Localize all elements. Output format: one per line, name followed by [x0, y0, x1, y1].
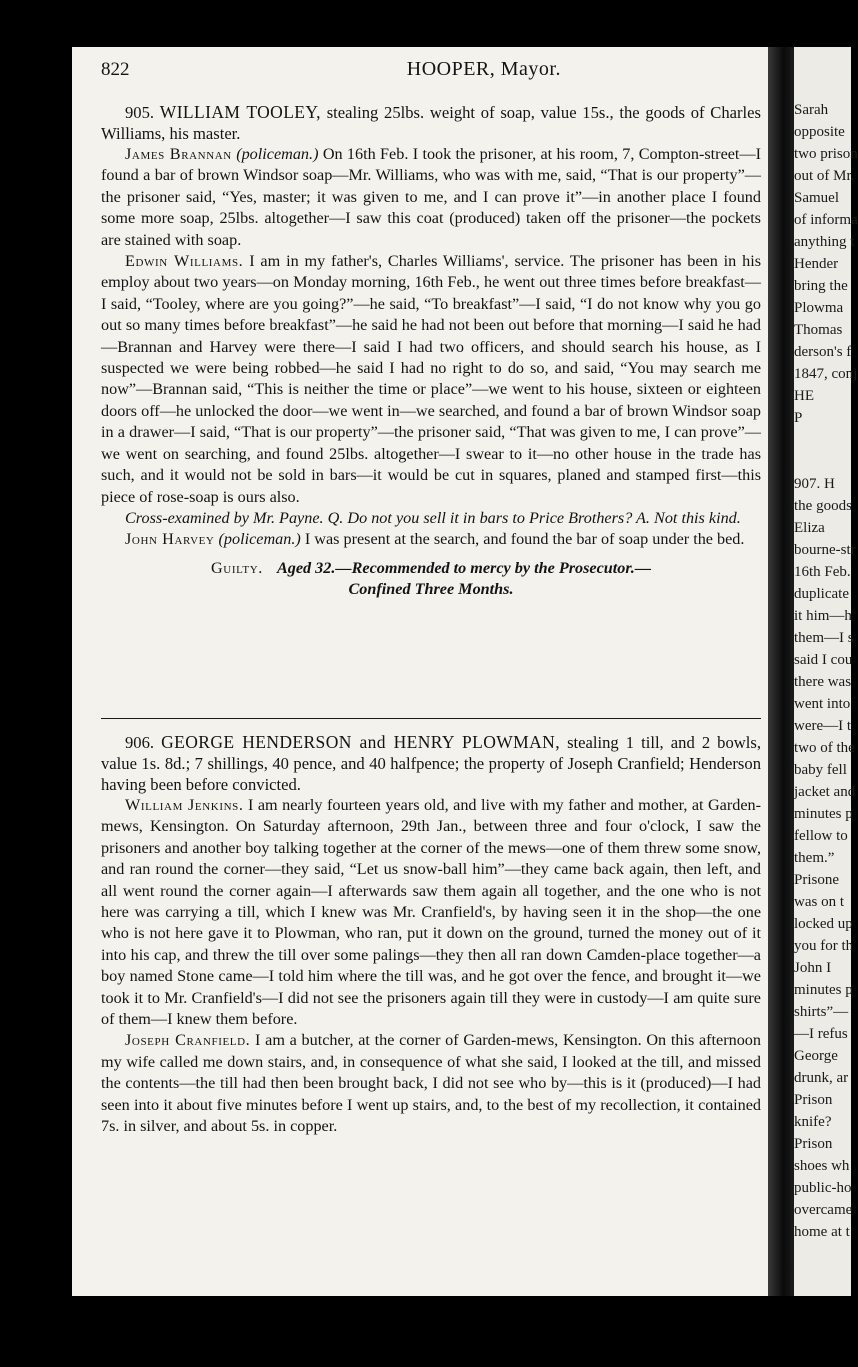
facing-page-text: shirts”—: [794, 1004, 849, 1020]
facing-page-text: shoes wh: [794, 1158, 850, 1174]
page-header: [101, 56, 761, 97]
facing-page-text: HE: [794, 388, 814, 404]
scan-border-bottom: [0, 1296, 851, 1367]
facing-page-text: Prisone: [794, 872, 839, 888]
facing-page-text: fellow to: [794, 828, 848, 844]
facing-page-text: opposite: [794, 124, 845, 140]
facing-page-text: Eliza: [794, 520, 825, 536]
verdict-text: Aged 32.—Recommended to mercy by the Prosecutor.—: [276, 558, 652, 577]
facing-page-text: 1847, conj: [794, 366, 858, 382]
case-title: [101, 732, 761, 795]
facing-page-text: public-ho: [794, 1180, 852, 1196]
case-number: 905.: [125, 103, 155, 122]
case-number: 906.: [125, 733, 155, 752]
facing-page-text: duplicate: [794, 586, 849, 602]
charge-text: stealing 1 till, and 2 bowls, value 1s. 8d.; 7 shillings, 40 pence, and 40 halfpence; the property of Joseph Cranfield; Henderson having been before convicted.: [101, 733, 761, 794]
facing-page-text: —I refus: [794, 1026, 848, 1042]
facing-page-text: anything t: [794, 234, 855, 250]
testimony-text: On 16th Feb. I took the prisoner, at his room, 7, Compton-street—I found a bar of brown Windsor soap—Mr. Williams, who was with me, said, “That is our property”—the prisoner said, “Yes, master; it was given to me, and I can prove it”—in another place I found some more soap, 25lbs. altogether—I saw this coat (produced) taken off the prisoner—the pockets are stained with soap.: [101, 145, 762, 249]
running-title: HOOPER, Mayor.: [406, 58, 561, 80]
verdict-label: Guilty.: [210, 558, 263, 577]
case-divider: [101, 718, 761, 719]
facing-page-text: derson's f: [794, 344, 852, 360]
scan-border-top: [0, 0, 851, 47]
facing-page-text: went into: [794, 696, 851, 712]
testimony-paragraph: [101, 144, 761, 251]
facing-page-text: bring the: [794, 278, 848, 294]
facing-page-text: 907. H: [794, 476, 835, 492]
testimony-paragraph: [101, 529, 761, 550]
witness-name: John Harvey: [125, 530, 215, 549]
witness-role: (policeman.): [236, 145, 319, 163]
case-title: [101, 102, 761, 144]
facing-page-text: 16th Feb.: [794, 564, 851, 580]
page-number: 822: [101, 59, 130, 80]
case-905: [101, 102, 761, 601]
testimony-text: I am nearly fourteen years old, and live with my father and mother, at Garden-mews, Kensington. On Saturday afternoon, 29th Jan., between three and four o'clock, I saw the prisoners and another boy talking together at the corner of the mews—one of them threw some snow, and ran round the corner—they said, “Let us snow-ball him”—they came back again, then left, and all went round the corner again—I afterwards saw them again all together, and the one who is not here was carrying a till, which I knew was Mr. Cranfield's, by having seen it in the shop—the one who is not here gave it to Plowman, who ran, put it down on the ground, turned the money out of it into his cap, and threw the till over some palings—they then all ran down Camden-place together—a boy named Stone came—I told him where the till was, and he got over the fence, and brought it—we took it to Mr. Cranfield's—I did not see the prisoners again till they were in custody—I am quite sure of them—I knew them before.: [101, 796, 762, 1029]
facing-page-text: the goods: [794, 498, 852, 514]
defendant-name: GEORGE HENDERSON and HENRY PLOWMAN,: [161, 732, 560, 752]
verdict: [101, 558, 761, 601]
facing-page-text: minutes p: [794, 806, 853, 822]
testimony-paragraph: [101, 251, 761, 508]
facing-page-text: were—I t: [794, 718, 852, 734]
facing-page-text: there was: [794, 674, 852, 690]
facing-page-text: locked up: [794, 916, 853, 932]
sentence-text: Confined Three Months.: [348, 580, 514, 599]
facing-page-text: John I: [794, 960, 832, 976]
testimony-text: I am a butcher, at the corner of Garden-mews, Kensington. On this afternoon my wife called me down stairs, and, in consequence of what she said, I looked at the till, and missed the contents—the till had then been brought back, I did not see who by—this is it (produced)—I had seen into it about five minutes before I went up stairs, and, to the best of my recollection, it contained 7s. in silver, and about 5s. in copper.: [101, 1031, 761, 1136]
facing-page-text: of informa: [794, 212, 858, 228]
facing-page-text: Prison: [794, 1092, 833, 1108]
facing-page-text: knife?: [794, 1114, 832, 1130]
testimony-text: I am in my father's, Charles Williams', service. The prisoner has been in his employ about two years—on Monday morning, 16th Feb., he went out three times before breakfast—I said, “Tooley, where are you going?”—he said, “To breakfast”—I said, “I do not know why you go out so many times before breakfast”—he said he had not been out before that morning—I said he had—Brannan and Harvey were there—I said I had two officers, and should search his house, as I suspected we were being robbed—he said I had no right to do so, and said, “You may search me now”—Brannan said, “This is neither the time or place”—we went to his house, sixteen or eighteen doors off—he unlocked the door—we went in—we searched, and found a bar of brown Windsor soap in a drawer—I said, “That is our property”—the prisoner said, “That was given to me, I can prove”—we went on searching, and found 25lbs. altogether—I swear to it—no other house in the trade has such, and it would not be sold in bars—it would be cut in squares, planed and stamped first—this piece of rose-soap is ours also.: [101, 252, 761, 506]
facing-page-text: P: [794, 410, 803, 426]
facing-page-text: said I cou: [794, 652, 853, 668]
testimony-text: I was present at the search, and found the bar of soap under the bed.: [304, 530, 745, 549]
scan-border-left: [0, 0, 72, 1367]
facing-page-text: drunk, ar: [794, 1070, 849, 1086]
testimony-text: Cross-examined by Mr. Payne. Q. Do not you sell it in bars to Price Brothers? A. Not this kind.: [125, 508, 741, 527]
facing-page-text: Prison: [794, 1136, 833, 1152]
witness-name: Joseph Cranfield.: [125, 1031, 251, 1050]
facing-page-text: home at t: [794, 1224, 850, 1240]
cross-examination: [101, 508, 761, 529]
testimony-paragraph: [101, 1030, 761, 1137]
charge-text: stealing 25lbs. weight of soap, value 15s., the goods of Charles Williams, his master.: [101, 103, 761, 143]
facing-page-text: it him—h: [794, 608, 852, 624]
witness-name: William Jenkins.: [125, 796, 244, 814]
witness-role: (policeman.): [218, 530, 301, 549]
facing-page-text: Plowma: [794, 300, 844, 316]
testimony-paragraph: [101, 795, 761, 1030]
book-gutter: [768, 47, 794, 1296]
facing-page-text: two prison: [794, 146, 858, 162]
facing-page-text: Sarah: [794, 102, 829, 118]
facing-page-text: jacket and: [794, 784, 856, 800]
facing-page-text: Samuel: [794, 190, 839, 206]
facing-page-text: two of the: [794, 740, 855, 756]
facing-page-text: George: [794, 1048, 838, 1064]
defendant-name: WILLIAM TOOLEY,: [159, 102, 321, 122]
facing-page-text: them—I s: [794, 630, 854, 646]
facing-page-text: Thomas: [794, 322, 843, 338]
facing-page-text: minutes p: [794, 982, 853, 998]
facing-page-text: baby fell: [794, 762, 847, 778]
facing-page-text: was on t: [794, 894, 844, 910]
facing-page-fragment: [794, 47, 858, 1296]
facing-page-text: Hender: [794, 256, 839, 272]
witness-name: Edwin Williams.: [125, 252, 244, 271]
facing-page-text: you for th: [794, 938, 854, 954]
case-906: [101, 732, 761, 1138]
facing-page-text: them.”: [794, 850, 835, 866]
witness-name: James Brannan: [125, 145, 232, 163]
facing-page-text: out of Mr.: [794, 168, 855, 184]
facing-page-text: overcame: [794, 1202, 853, 1218]
facing-page-text: bourne-str: [794, 542, 856, 558]
